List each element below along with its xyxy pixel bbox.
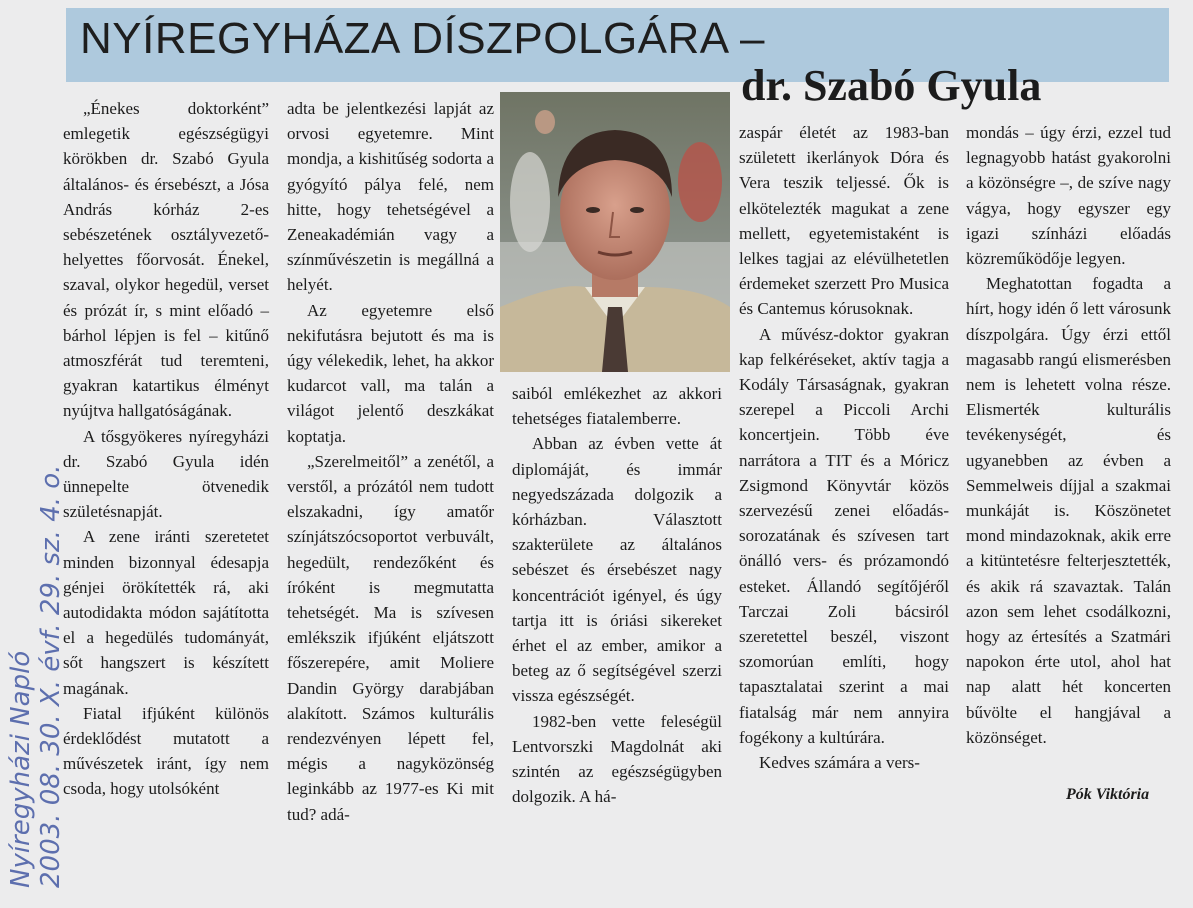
paragraph: zaspár életét az 1983-ban született ikerlányok Dóra és Vera teszik teljessé. Ők is elkötelezték magukat a zene mellett, egyetemistaként is lelkes tagjai az elévülhetetlen érdemeket szerzett Pro Musica és Cantemus kórusoknak.: [739, 123, 949, 319]
paragraph: Meghatottan fogadta a hírt, hogy idén ő lett városunk díszpolgára. Úgy érzi ettől magasabb rangú elismerésben nem is lehetett volna része. Elismerték kulturális tevékenységét, és ugyanebben az évben a Semmelweis díjjal a szakmai munkáját is. Köszönetet mond mindazoknak, akik erre a kitüntetésre felterjesztették, és akik rá szavaztak. Talán azon sem lehet csodálkozni, hogy az értesítés a Szatmári napokon érte utol, ahol hat nap alatt hét koncerten bűvölte el hangjával a közönséget.: [966, 274, 1171, 747]
paragraph: adta be jelentkezési lapját az orvosi egyetemre. Mint mondja, a kishitűség sodorta a gyógyító pálya felé, nem hitte, hogy tehetségével a Zeneakadémián vagy a színművészetin is megállná a helyét.: [287, 99, 494, 295]
author-byline: Pók Viktória: [1066, 786, 1150, 803]
portrait-illustration: [500, 92, 730, 372]
paragraph: 1982-ben vette feleségül Lentvorszki Magdolnát aki szintén az egészségügyben dolgozik. A há-: [512, 711, 722, 807]
paragraph: „Szerelmeitől” a zenétől, a verstől, a prózától nem tudott elszakadni, így amatőr színjátszócsoportot verbuvált, hegedült, rendezőként és íróként is megmutatta tehetségét. Ma is szívesen emlékszik ifjúként eljátszott főszerepére, amit Moliere Dandin György darabjában alakított. Számos kulturális rendezvényen lépett fel, mégis a nagyközönség leginkább az 1977-es Ki mit tud? adá-: [287, 451, 494, 824]
paragraph: Az egyetemre első nekifutásra bejutott és ma is úgy vélekedik, lehet, ha akkor kudarcot vall, ma talán a világot jelentő deszkákat koptatja.: [287, 300, 494, 446]
paragraph: A zene iránti szeretetet minden bizonnyal édesapja génjei örökítették rá, aki autodidakta módon sajátította el a hegedülés tudományát, sőt hangszert is készített magának.: [63, 527, 269, 698]
paragraph: A művész-doktor gyakran kap felkéréseket, aktív tagja a Kodály Társaságnak, gyakran szerepel a Piccoli Archi koncertjein. Több éve narrátora a TIT és a Móricz Zsigmond Könyvtár közös szervezésű zenei előadás-sorozatának és szívesen tart önálló vers- és prózamondó esteket. Állandó segítőjéről Tarczai Zoli bácsiról szeretettel beszél, viszont szomorúan említi, hogy tapasztalatai szerint a mai fiatalság már nem annyira fogékony a kultúrára.: [739, 324, 949, 747]
article-column-5: [966, 120, 1171, 750]
headline-line-2: dr. Szabó Gyula: [741, 61, 1042, 110]
headline-line-1: NYÍREGYHÁZA DÍSZPOLGÁRA –: [80, 14, 765, 63]
portrait-photo: [500, 92, 730, 372]
paragraph: Kedves számára a vers-: [759, 753, 920, 773]
article-column-2: [287, 96, 494, 827]
article-column-3: [512, 381, 722, 809]
paragraph: saiból emlékezhet az akkori tehetséges fiatalemberre.: [512, 384, 722, 429]
paragraph: „Énekes doktorként” emlegetik egészségügyi körökben dr. Szabó Gyula általános- és érsebészt, a Jósa András kórház 2-es sebészetének osztályvezető-helyettes főorvosát. Énekel, szaval, olykor hegedül, verset és prózát ír, s mint előadó – bárhol lépjen is fel – kitűnő atmoszférát tud teremteni, gyakran katartikus élményt nyújtva hallgatóságának.: [63, 99, 269, 421]
paragraph: Abban az évben vette át diplomáját, és immár negyedszázada dolgozik a kórházban. Választott szakterülete az általános sebészet és érsebészet nagy koncentrációt igényel, és úgy tartja itt is óriási sikereket érhet el az ember, amikor a beteg az ő segítségével szerzi vissza egészségét.: [512, 434, 722, 706]
article-column-4: [739, 120, 949, 775]
paragraph: A tősgyökeres nyíregyházi dr. Szabó Gyula idén ünnepelte ötvenedik születésnapját.: [63, 426, 269, 522]
paragraph: Fiatal ifjúként különös érdeklődést mutatott a művészetek iránt, így nem csoda, hogy utolsóként: [63, 703, 269, 799]
paragraph: mondás – úgy érzi, ezzel tud legnagyobb hatást gyakorolni a közönségre –, de szíve nagy vágya, hogy egyszer egy igazi színházi előadás közreműködője legyen.: [966, 123, 1171, 269]
handwritten-source-note: Nyíregyházi Napló: [6, 650, 36, 888]
handwritten-date-note: 2003. 08. 30. X. évf. 29. sz. 4. o.: [36, 464, 66, 888]
article-column-1: [63, 96, 269, 802]
